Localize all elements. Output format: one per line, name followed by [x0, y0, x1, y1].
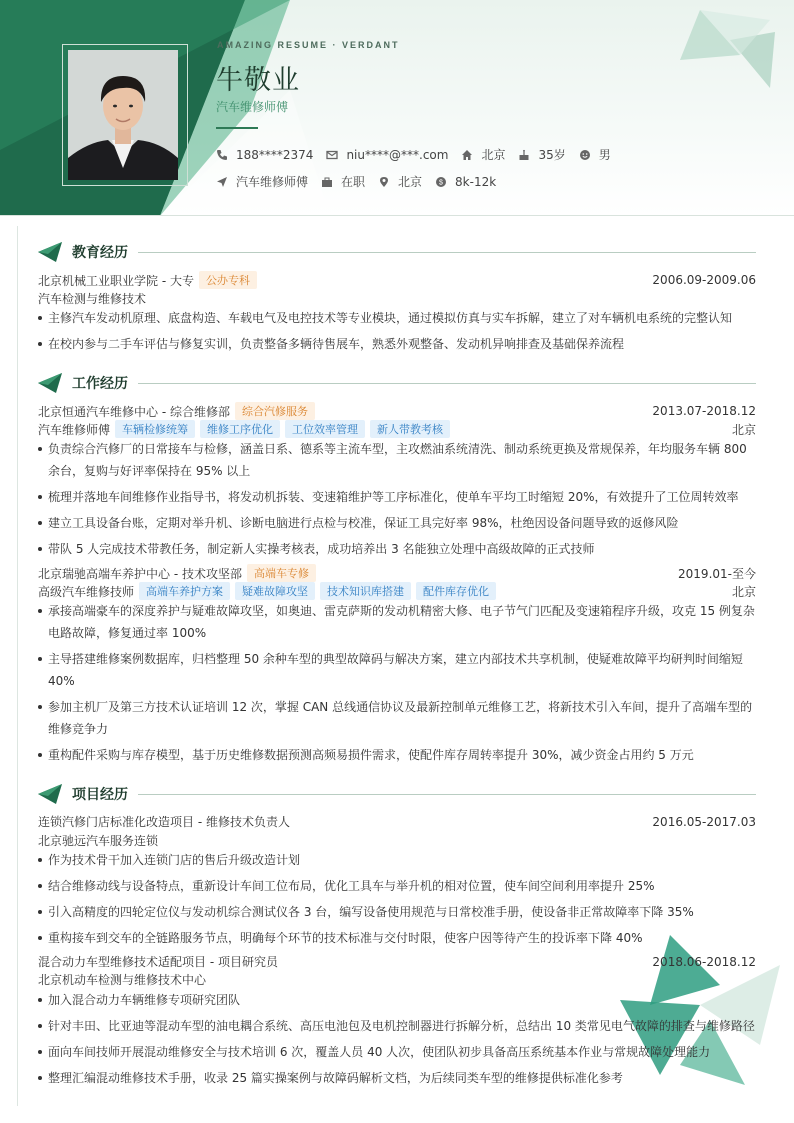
gender-text: 男 — [598, 148, 611, 162]
phone-icon — [216, 149, 228, 161]
job-bullet — [38, 600, 758, 644]
target-city-text: 北京 — [398, 175, 423, 189]
education-bullet: 在校内参与二手车评估与修复实训，负责整备多辆待售展车，熟悉外观整备、发动机异响排查及基础保养流程 — [38, 333, 758, 355]
job-bullet — [38, 648, 758, 692]
email-item — [326, 148, 448, 162]
skill-tag: 工位效率管理 — [285, 420, 365, 438]
svg-text:$: $ — [439, 179, 443, 187]
job-header — [38, 402, 756, 420]
profile-photo — [68, 50, 178, 180]
education-date: 2006.09-2009.06 — [652, 273, 756, 287]
education-header — [38, 271, 756, 289]
city-item — [461, 146, 505, 163]
job-location: 北京 — [731, 422, 756, 437]
section-education — [38, 242, 756, 262]
resume-tagline: AMAZING RESUME · VERDANT — [217, 40, 400, 50]
briefcase-icon — [321, 176, 333, 188]
school-name: 北京机械工业职业学院 - 大专 — [38, 273, 194, 288]
job-bullet — [38, 696, 758, 740]
section-divider — [138, 794, 756, 795]
send-icon — [216, 176, 228, 188]
project-bullet: 面向车间技师开展混动维修安全与技术培训 6 次，覆盖人员 40 人次，使团队初步具备高压系统基本作业与常规故障处理能力 — [38, 1041, 758, 1063]
school-tag: 公办专科 — [199, 271, 257, 289]
bullet-line: 参加主机厂及第三方技术认证培训 12 次，掌握 CAN 总线通信协议及最新控制单元维修工艺，将新技术引入车间，提升了高端车型的 — [48, 700, 753, 714]
job-intent-row — [216, 173, 509, 190]
salary-text: 8k-12k — [455, 174, 497, 189]
resume-header — [0, 0, 794, 216]
project-title: 连锁汽修门店标准化改造项目 - 维修技术负责人 — [38, 815, 290, 829]
candidate-name: 牛敬业 — [216, 65, 300, 96]
section-divider — [138, 252, 756, 253]
section-title-work: 工作经历 — [72, 376, 128, 392]
job-location: 北京 — [731, 584, 756, 599]
target-job-item — [216, 173, 308, 190]
bullet-line: 维修竞争力 — [48, 722, 109, 736]
home-icon — [461, 149, 473, 161]
project-header — [38, 813, 756, 830]
target-city-item — [378, 173, 422, 190]
paper-plane-icon — [38, 373, 64, 393]
bullet-line: 主导搭建维修案例数据库，归档整理 50 余种车型的典型故障码与解决方案，建立内部技术共享机制，使疑难故障平均研判时间缩短 — [48, 652, 743, 666]
company-name: 北京恒通汽车维修中心 - 综合维修部 — [38, 404, 230, 419]
project-bullet: 引入高精度的四轮定位仪与发动机综合测试仪各 3 台，编写设备使用规范与日常校准手册，使设备非正常故障率下降 35% — [38, 901, 758, 923]
section-projects — [38, 784, 756, 804]
project-bullet: 结合维修动线与设备特点，重新设计车间工位布局，优化工具车与举升机的相对位置，使车间空间利用率提升 25% — [38, 875, 758, 897]
project-bullet: 整理汇编混动维修技术手册，收录 25 篇实操案例与故障码解析文档，为后续同类车型的维修提供标准化参考 — [38, 1067, 758, 1089]
skill-tag: 车辆检修统筹 — [115, 420, 195, 438]
contact-row — [216, 146, 624, 163]
city-text: 北京 — [481, 148, 506, 162]
project-org: 北京机动车检测与维修技术中心 — [38, 973, 207, 987]
age-item — [518, 146, 565, 163]
skill-tag: 技术知识库搭建 — [320, 582, 411, 600]
job-position-row — [38, 582, 756, 600]
education-major-row — [38, 290, 756, 307]
phone-item — [216, 148, 313, 162]
target-job-text: 汽车维修师傅 — [236, 175, 309, 189]
project-org-row — [38, 832, 756, 849]
project-bullet: 针对丰田、比亚迪等混动车型的油电耦合系统、高压电池包及电机控制器进行拆解分析，总结出 10 类常见电气故障的排查与维修路径 — [38, 1015, 758, 1037]
cake-icon — [518, 149, 530, 161]
bullet-line: 电路故障，修复通过率 100% — [48, 626, 207, 640]
job-bullet: 建立工具设备台账，定期对举升机、诊断电脑进行点检与校准，保证工具完好率 98%，杜绝因设备问题导致的返修风险 — [38, 512, 758, 534]
project-bullet: 重构接车到交车的全链路服务节点，明确每个环节的技术标准与交付时限，使客户因等待产生的投诉率下降 40% — [38, 927, 758, 949]
bullet-line: 40% — [48, 674, 75, 688]
project-date: 2016.05-2017.03 — [652, 814, 756, 829]
project-org-row — [38, 971, 756, 988]
salary-item — [435, 175, 496, 189]
status-item — [321, 173, 365, 190]
smiley-icon — [579, 149, 591, 161]
mail-icon — [326, 149, 338, 161]
bullet-line: 余台，复购与好评率保持在 95% 以上 — [48, 464, 251, 478]
name-underline — [216, 127, 258, 129]
section-work — [38, 373, 756, 393]
skill-tag: 疑难故障攻坚 — [235, 582, 315, 600]
bullet-line: 承接高端豪车的深度养护与疑难故障攻坚，如奥迪、雷克萨斯的发动机精密大修、电子节气门匹配及变速箱程序升级，攻克 15 例复杂 — [48, 604, 755, 618]
paper-plane-icon — [38, 784, 64, 804]
project-header — [38, 953, 756, 970]
job-bullet: 带队 5 人完成技术带教任务，制定新人实操考核表，成功培养出 3 名能独立处理中高级故障的正式技师 — [38, 538, 758, 560]
education-bullet: 主修汽车发动机原理、底盘构造、车载电气及电控技术等专业模块，通过模拟仿真与实车拆解，建立了对车辆机电系统的完整认知 — [38, 307, 758, 329]
skill-tag: 维修工序优化 — [200, 420, 280, 438]
email-text: niu****@***.com — [346, 147, 449, 162]
company-name: 北京瑞驰高端车养护中心 - 技术攻坚部 — [38, 566, 242, 581]
section-title-projects: 项目经历 — [72, 787, 128, 803]
job-position-row — [38, 420, 756, 438]
job-position: 汽车维修师傅 — [38, 422, 111, 437]
job-date: 2013.07-2018.12 — [652, 404, 756, 418]
money-icon — [435, 176, 447, 188]
education-major: 汽车检测与维修技术 — [38, 292, 147, 306]
status-text: 在职 — [341, 175, 366, 189]
gender-item — [579, 146, 611, 163]
skill-tag: 配件库存优化 — [416, 582, 496, 600]
project-org: 北京驰远汽车服务连锁 — [38, 834, 159, 848]
location-pin-icon — [378, 176, 390, 188]
skill-tag: 新人带教考核 — [370, 420, 450, 438]
paper-plane-icon — [38, 242, 64, 262]
candidate-subtitle: 汽车维修师傅 — [216, 100, 289, 114]
job-date: 2019.01-至今 — [678, 566, 756, 581]
project-bullet: 加入混合动力车辆维修专项研究团队 — [38, 989, 758, 1011]
company-tag: 综合汽修服务 — [235, 402, 315, 420]
age-text: 35岁 — [538, 148, 566, 162]
project-date: 2018.06-2018.12 — [652, 954, 756, 969]
skill-tag: 高端车养护方案 — [139, 582, 230, 600]
job-position: 高级汽车维修技师 — [38, 584, 135, 599]
section-divider — [138, 383, 756, 384]
phone-text: 188****2374 — [236, 147, 314, 162]
company-tag: 高端车专修 — [247, 564, 316, 582]
left-timeline-rule — [17, 226, 18, 1106]
job-bullet — [38, 438, 758, 482]
job-bullet: 重构配件采购与库存模型，基于历史维修数据预测高频易损件需求，使配件库存周转率提升 30%，减少资金占用约 5 万元 — [38, 744, 758, 766]
job-bullet: 梳理并落地车间维修作业指导书，将发动机拆装、变速箱维护等工序标准化，使单车平均工时缩短 20%，有效提升了工位周转效率 — [38, 486, 758, 508]
section-title-education: 教育经历 — [72, 245, 128, 261]
job-header — [38, 564, 756, 582]
bullet-line: 负责综合汽修厂的日常接车与检修，涵盖日系、德系等主流车型，主攻燃油系统清洗、制动系统更换及常规保养，年均服务车辆 800 — [48, 442, 747, 456]
project-bullet: 作为技术骨干加入连锁门店的售后升级改造计划 — [38, 849, 758, 871]
project-title: 混合动力车型维修技术适配项目 - 项目研究员 — [38, 955, 278, 969]
